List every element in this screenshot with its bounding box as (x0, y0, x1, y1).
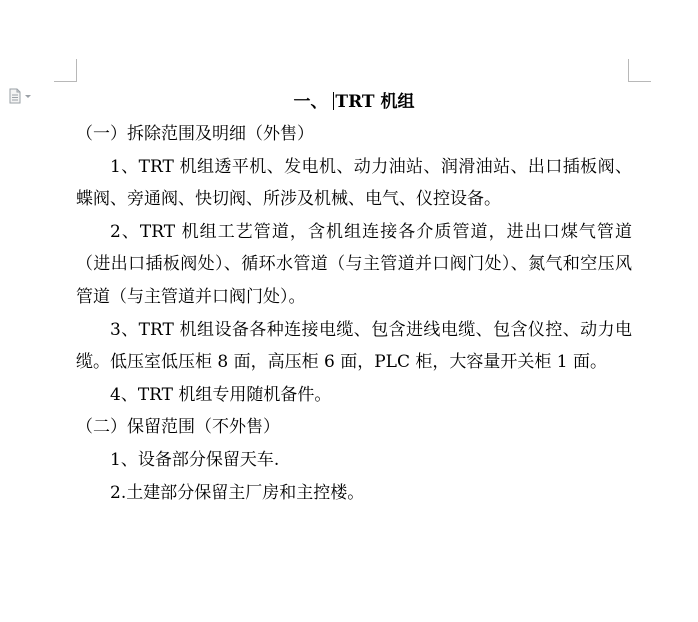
document-body[interactable] (76, 86, 632, 509)
page-corner-marker-left (54, 59, 77, 82)
list-item: 1、设备部分保留天车. (110, 449, 280, 470)
list-item: 4、TRT 机组专用随机备件。 (110, 384, 332, 405)
list-item: 3、TRT 机组设备各种连接电缆、包含进线电缆、包含仪控、动力电缆。低压室低压柜 8 面，高压柜 6 面，PLC 柜，大容量开关柜 1 面。 (76, 319, 632, 373)
section-heading: （一）拆除范围及明细（外售） (76, 124, 314, 144)
document-title (76, 86, 632, 118)
chevron-down-icon (25, 95, 31, 98)
list-item: 2、TRT 机组工艺管道，含机组连接各介质管道，进出口煤气管道（进出口插板阀处）、循环水管道（与主管道并口阀门处）、氮气和空压风管道（与主管道并口阀门处）。 (76, 221, 632, 307)
list-item: 1、TRT 机组透平机、发电机、动力油站、润滑油站、出口插板阀、蝶阀、旁通阀、快切阀、所涉及机械、电气、仪控设备。 (76, 156, 632, 210)
title-prefix: 一、 (293, 92, 328, 112)
title-text: TRT 机组 (335, 92, 415, 112)
page-corner-marker-right (628, 59, 651, 82)
list-item: 2.土建部分保留主厂房和主控楼。 (110, 482, 365, 503)
document-options-button[interactable] (8, 88, 34, 104)
document-icon (8, 88, 34, 104)
section-heading: （二）保留范围（不外售） (76, 417, 280, 438)
